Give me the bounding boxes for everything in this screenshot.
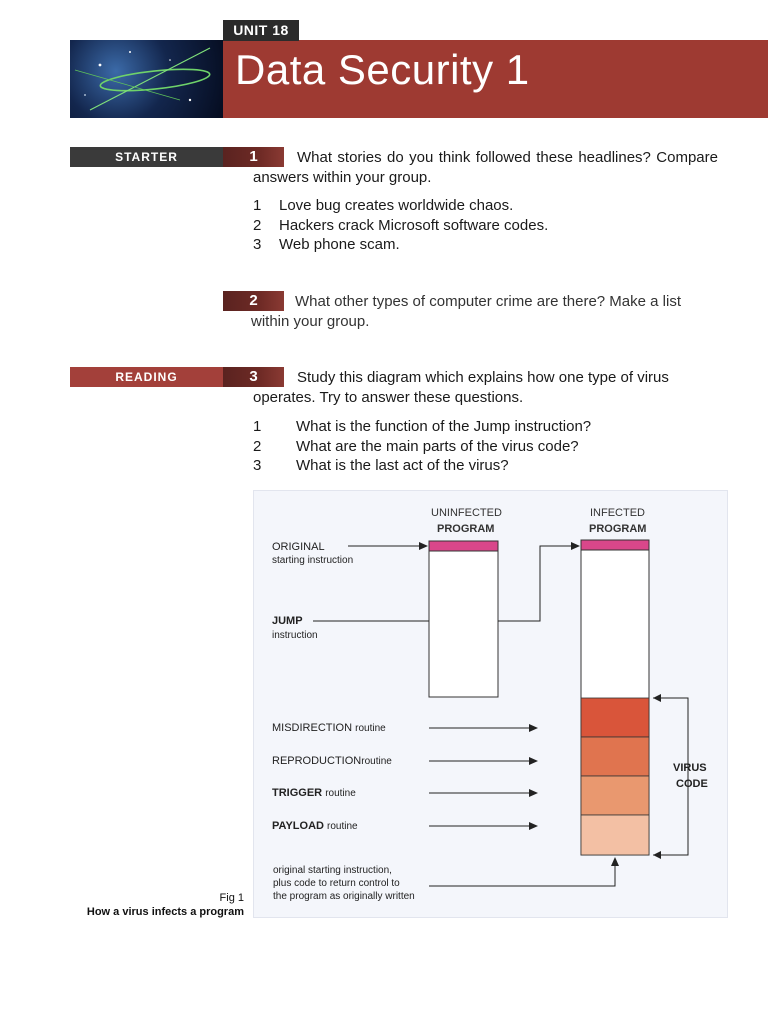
uninfected-heading-2: PROGRAM	[437, 523, 495, 535]
infected-heading-1: INFECTED	[590, 507, 645, 519]
list-item: 3 What is the last act of the virus?	[253, 457, 509, 474]
task-3-text: Study this diagram which explains how one type of virus operates. Try to answer these questions.	[253, 369, 669, 406]
reproduction-label: REPRODUCTIONroutine	[272, 755, 392, 767]
list-item: 1 Love bug creates worldwide chaos.	[253, 197, 514, 214]
virus-code-bracket	[653, 698, 688, 855]
task-number-2: 2	[223, 291, 284, 311]
uninfected-start-instruction	[429, 541, 498, 551]
trigger-block	[581, 776, 649, 815]
jump-sub: instruction	[272, 630, 318, 641]
starter-label: STARTER	[70, 147, 223, 167]
final-label-3: the program as originally written	[273, 891, 415, 902]
task-number-3: 3	[223, 367, 284, 387]
payload-label: PAYLOAD routine	[272, 820, 358, 832]
original-label: ORIGINAL	[272, 541, 325, 553]
infected-heading-2: PROGRAM	[589, 523, 647, 535]
list-item: 2 Hackers crack Microsoft software codes.	[253, 216, 549, 234]
virus-code-label-2: CODE	[676, 778, 708, 790]
figure-number: Fig 1	[219, 892, 244, 904]
figure-caption: How a virus infects a program	[86, 906, 244, 918]
unit-tab: UNIT 18	[223, 20, 299, 41]
original-sub: starting instruction	[272, 555, 354, 566]
task-1-text: What stories do you think followed these headlines? Compare answers within your group.	[253, 149, 718, 186]
task-number-1: 1	[223, 147, 284, 167]
virus-code-label-1: VIRUS	[673, 762, 707, 774]
uninfected-program-box	[429, 541, 498, 697]
list-item: 1 What is the function of the Jump instruction?	[253, 418, 592, 435]
misdirection-block	[581, 698, 649, 737]
reproduction-block	[581, 737, 649, 776]
payload-block	[581, 815, 649, 855]
list-item: 2 What are the main parts of the virus code?	[253, 437, 579, 455]
final-label-1: original starting instruction,	[273, 865, 392, 876]
jump-label: JUMP	[272, 615, 303, 627]
final-label-2: plus code to return control to	[273, 878, 400, 889]
return-arrow	[429, 858, 615, 886]
trigger-label: TRIGGER routine	[272, 787, 356, 799]
page-title: Data Security 1	[235, 46, 530, 93]
transfer-arrow	[498, 546, 579, 621]
uninfected-heading-1: UNINFECTED	[431, 507, 502, 519]
misdirection-label: MISDIRECTION routine	[272, 722, 386, 734]
task-2-text: What other types of computer crime are there? Make a list within your group.	[251, 293, 681, 330]
reading-label: READING	[70, 367, 223, 387]
infected-jump-instruction	[581, 540, 649, 550]
list-item: 3 Web phone scam.	[253, 236, 400, 253]
